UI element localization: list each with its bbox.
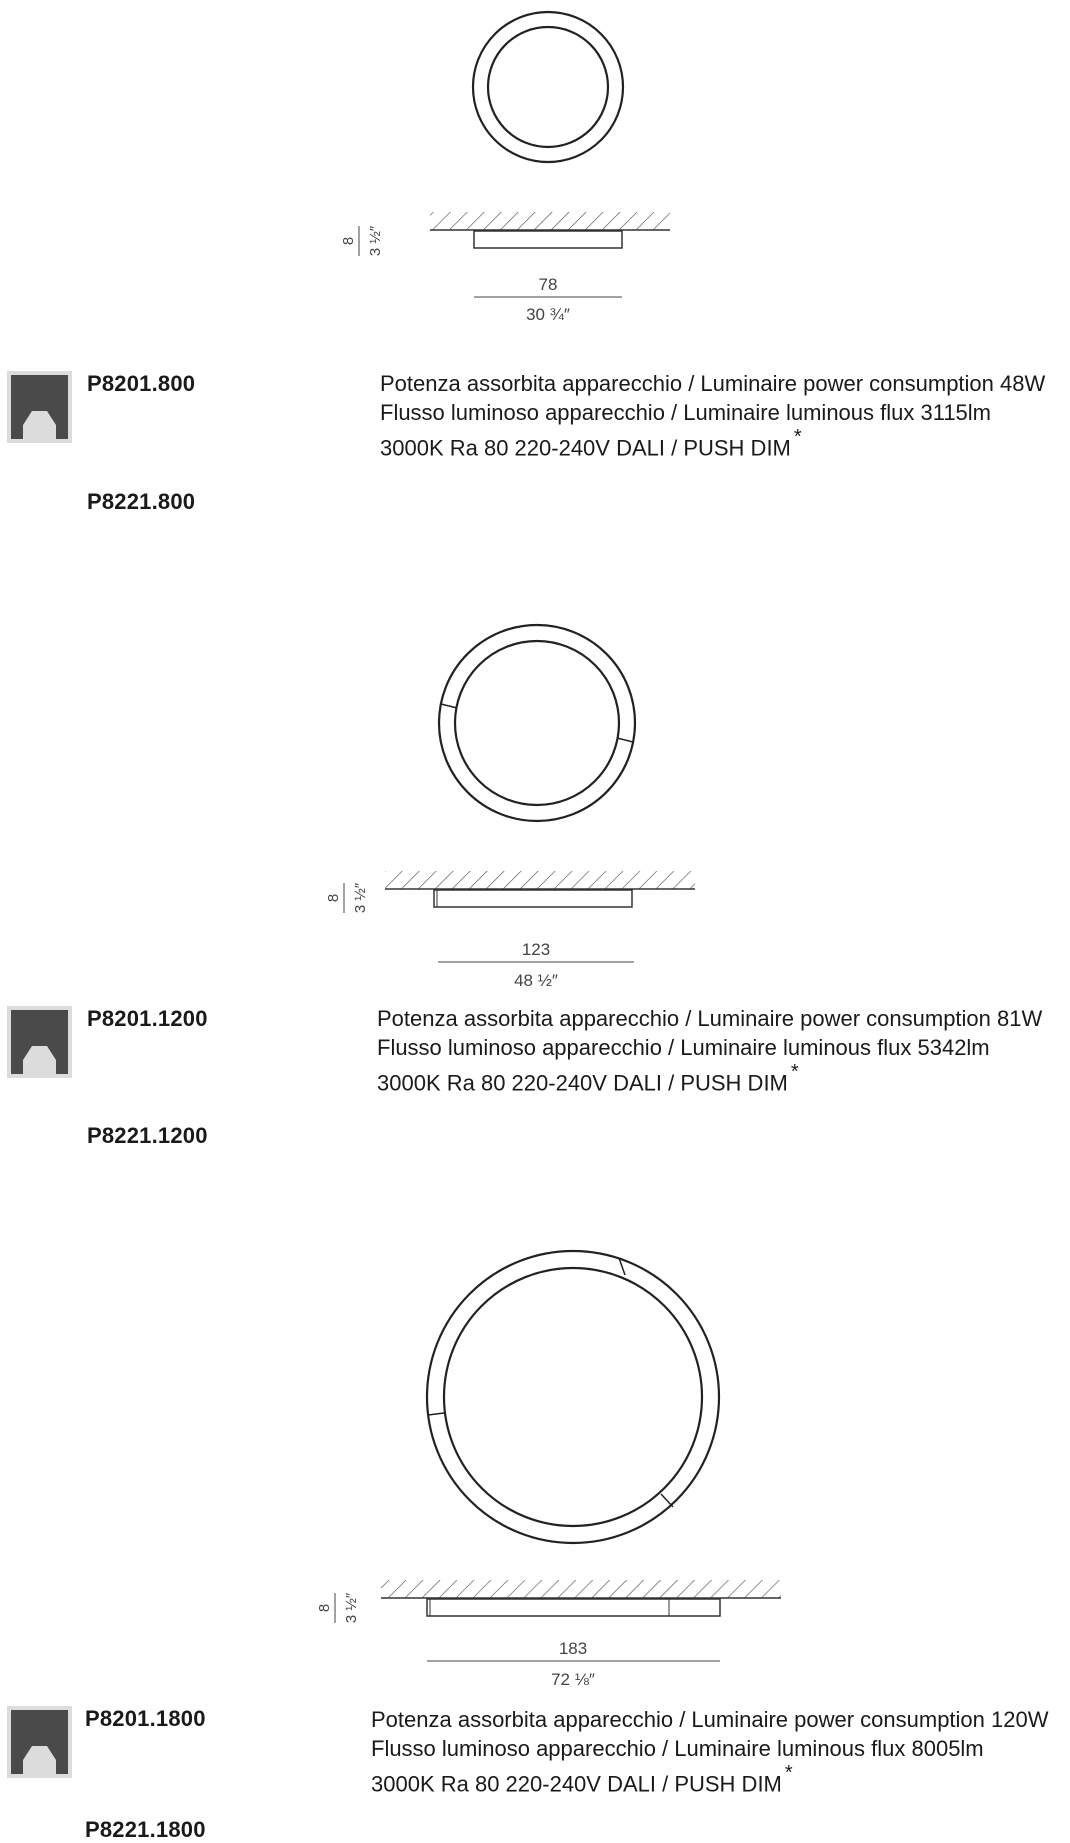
top-view-ring-123 xyxy=(439,625,635,821)
spec-power: Potenza assorbita apparecchio / Luminaire power consumption 120W xyxy=(371,1707,1049,1732)
spec-flux: Flusso luminoso apparecchio / Luminaire luminous flux 8005lm xyxy=(371,1736,984,1761)
product-specs xyxy=(371,1705,1049,1798)
height-dimension xyxy=(325,882,369,913)
spec-power: Potenza assorbita apparecchio / Luminaire power consumption 81W xyxy=(377,1006,1043,1031)
spec-power: Potenza assorbita apparecchio / Luminaire power consumption 48W xyxy=(380,371,1046,396)
diameter-inch: 30 ¾″ xyxy=(526,305,570,324)
diameter-dimension xyxy=(427,1639,720,1689)
top-view-ring-183 xyxy=(427,1251,719,1543)
ceiling-hatch xyxy=(381,1580,781,1598)
height-inch: 3 ½″ xyxy=(343,1592,360,1624)
spec-flux: Flusso luminoso apparecchio / Luminaire luminous flux 5342lm xyxy=(377,1035,990,1060)
side-view-profile xyxy=(474,231,622,248)
product-code-secondary: P8221.800 xyxy=(87,489,196,514)
spec-electrical: 3000K Ra 80 220-240V DALI / PUSH DIM xyxy=(377,1070,788,1096)
height-dimension xyxy=(316,1592,360,1623)
product-code-primary: P8201.800 xyxy=(87,371,196,396)
spec-electrical: 3000K Ra 80 220-240V DALI / PUSH DIM xyxy=(371,1771,782,1797)
spec-footnote-mark: * xyxy=(784,1762,793,1784)
ceiling-mount-icon xyxy=(7,371,72,443)
height-cm: 8 xyxy=(340,236,357,246)
product-code-secondary: P8221.1200 xyxy=(87,1123,208,1148)
diameter-cm: 183 xyxy=(558,1639,588,1658)
product-code-secondary: P8221.1800 xyxy=(85,1817,206,1842)
product-code-primary: P8201.1800 xyxy=(85,1706,206,1731)
ceiling-hatch xyxy=(430,212,670,230)
product-specs xyxy=(377,1004,1042,1097)
spec-flux: Flusso luminoso apparecchio / Luminaire luminous flux 3115lm xyxy=(380,400,992,425)
product-specs xyxy=(380,369,1045,462)
height-cm: 8 xyxy=(325,893,342,903)
spec-footnote-mark: * xyxy=(793,426,802,448)
diameter-inch: 72 ⅛″ xyxy=(551,1670,595,1689)
spec-electrical: 3000K Ra 80 220-240V DALI / PUSH DIM xyxy=(380,435,791,461)
spec-footnote-mark: * xyxy=(790,1061,799,1083)
product-code-primary: P8201.1200 xyxy=(87,1006,208,1031)
height-inch: 3 ½″ xyxy=(367,225,384,257)
ceiling-mount-icon xyxy=(7,1006,72,1078)
diameter-dimension xyxy=(474,275,622,324)
top-view-ring-78 xyxy=(473,12,623,162)
diameter-inch: 48 ½″ xyxy=(514,971,558,990)
ceiling-hatch xyxy=(385,871,695,889)
diameter-dimension xyxy=(438,940,634,990)
side-view-profile xyxy=(427,1599,720,1616)
height-dimension xyxy=(340,225,384,256)
height-cm: 8 xyxy=(316,1603,333,1613)
diameter-cm: 78 xyxy=(538,275,558,294)
diameter-cm: 123 xyxy=(521,940,551,959)
ceiling-mount-icon xyxy=(7,1706,72,1778)
height-inch: 3 ½″ xyxy=(352,882,369,914)
side-view-profile xyxy=(434,890,632,907)
